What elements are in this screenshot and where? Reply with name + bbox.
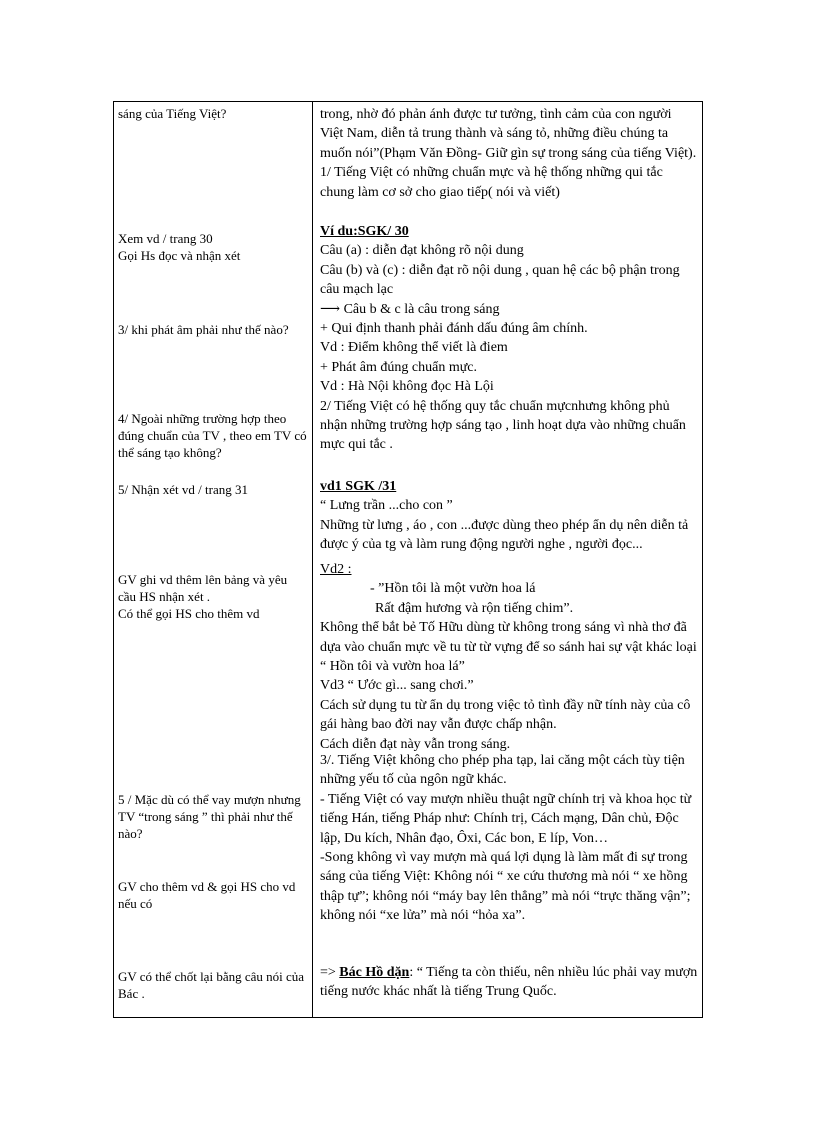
left-text: GV cho thêm vd & gọi HS cho vd nếu có xyxy=(118,879,296,911)
paragraph: + Qui định thanh phải đánh dấu đúng âm chính. xyxy=(320,321,588,337)
paragraph: + Phát âm đúng chuẩn mực. xyxy=(320,359,478,375)
paragraph: -Song không vì vay mượn mà quá lợi dụng là làm mất đi sự trong sáng của tiếng Việt: Không nói “ xe cứu thương mà nói “ xe hồng thập tự”; không nói “máy bay lên thẳng” mà nói “trực thăng vận”; không nói “xe lửa” mà nói “hỏa xa”. xyxy=(320,850,691,924)
poem-line: - ”Hồn tôi là một vườn hoa lá xyxy=(370,581,536,597)
paragraph: trong, nhờ đó phản ánh được tư tưởng, tình cảm của con người Việt Nam, diễn tả trung thành và sáng tỏ, những điều chúng ta muốn nói”(Phạm Văn Đồng- Giữ gìn sự trong sáng của tiếng Việt). xyxy=(320,107,697,161)
left-text: Gọi Hs đọc và nhận xét xyxy=(118,248,241,263)
quote-attribution: Bác Hồ dặn xyxy=(339,965,410,980)
left-text: Xem vd / trang 30 xyxy=(118,231,213,246)
left-block xyxy=(118,571,308,622)
paragraph: Cách sử dụng tu từ ẩn dụ trong việc tỏ tình đầy nữ tính này của cô gái hàng bao đời nay vẫn được chấp nhận. xyxy=(320,697,691,733)
paragraph: 3/. Tiếng Việt không cho phép pha tạp, lai căng một cách tùy tiện những yếu tố của ngôn ngữ khác. xyxy=(320,753,685,788)
left-question: 4/ Ngoài những trường hợp theo đúng chuẩn của TV , theo em TV có thể sáng tạo không? xyxy=(118,411,307,460)
example-heading: Ví du:SGK/ 30 xyxy=(320,224,409,239)
paragraph: Không thể bắt bẻ Tố Hữu dùng từ không trong sáng vì nhà thơ đã dựa vào chuẩn mực về tu từ từ vựng để so sánh hai sự vật khác loại “ Hồn tôi và vườn hoa lá” xyxy=(320,620,697,675)
paragraph: Vd : Hà Nội không đọc Hà Lội xyxy=(320,379,494,395)
left-text: GV có thể chốt lại bằng câu nói của Bác . xyxy=(118,969,305,1001)
left-text: sáng của Tiếng Việt? xyxy=(118,106,227,121)
paragraph: 1/ Tiếng Việt có những chuẩn mực và hệ thống những qui tắc chung làm cơ sở cho giao tiếp( nói và viết) xyxy=(320,165,663,200)
left-question: 3/ khi phát âm phải như thế nào? xyxy=(118,322,289,337)
paragraph: - Tiếng Việt có vay mượn nhiều thuật ngữ chính trị và khoa học từ tiếng Hán, tiếng Pháp như: Chính trị, Cách mạng, Dân chủ, Độc lập, Du kích, Nhân đạo, Ôxi, Các bon, E líp, Von… xyxy=(320,791,692,846)
column-divider xyxy=(312,102,313,1017)
example-heading: vd1 SGK /31 xyxy=(320,479,397,494)
paragraph: Câu (a) : diễn đạt không rõ nội dung xyxy=(320,243,524,259)
paragraph: Cách diễn đạt này vẫn trong sáng. xyxy=(320,736,511,752)
content-block xyxy=(320,560,698,754)
left-question: 5 / Mặc dù có thể vay mượn nhưng TV “trong sáng ” thì phải như thế nào? xyxy=(118,792,301,841)
paragraph: Những từ lưng , áo , con ...được dùng theo phép ẩn dụ nên diễn tả được ý của tg và làm rung động người nghe , người đọc... xyxy=(320,517,689,553)
left-block xyxy=(118,230,308,264)
left-question: 5/ Nhận xét vd / trang 31 xyxy=(118,482,248,497)
content-block xyxy=(320,963,698,1002)
paragraph: Câu (b) và (c) : diễn đạt rõ nội dung , quan hệ các bộ phận trong câu mạch lạc xyxy=(320,262,680,298)
content-column xyxy=(320,102,700,1017)
left-text: Có thể gọi HS cho thêm vd xyxy=(118,606,260,621)
poem-line: Rất đậm hương và rộn tiếng chim”. xyxy=(375,600,574,616)
paragraph: Vd3 “ Ước gì... sang chơi.” xyxy=(320,678,474,694)
paragraph: Vd : Điểm không thể viết là điem xyxy=(320,340,508,356)
paragraph: “ Lưng trần ...cho con ” xyxy=(320,498,453,514)
lesson-table xyxy=(113,101,703,1018)
left-text: GV ghi vd thêm lên bảng và yêu cầu HS nhận xét . xyxy=(118,572,288,604)
arrow-text: => xyxy=(320,965,340,980)
content-block xyxy=(320,477,698,555)
quote-text: : “ Tiếng ta còn thiếu, nên nhiều lúc phải vay mượn tiếng nước khác nhất là tiếng Trung Quốc. xyxy=(320,965,698,1000)
teacher-activity-column xyxy=(118,102,308,1017)
paragraph: ⟶ Câu b & c là câu trong sáng xyxy=(320,301,500,317)
content-block xyxy=(320,105,698,202)
content-block xyxy=(320,222,698,455)
content-block xyxy=(320,751,698,926)
example-heading: Vd2 : xyxy=(320,562,352,577)
paragraph: 2/ Tiếng Việt có hệ thống quy tắc chuẩn mựcnhưng không phủ nhận những trường hợp sáng tạo , linh hoạt dựa vào những chuẩn mực qui tắc . xyxy=(320,398,686,453)
